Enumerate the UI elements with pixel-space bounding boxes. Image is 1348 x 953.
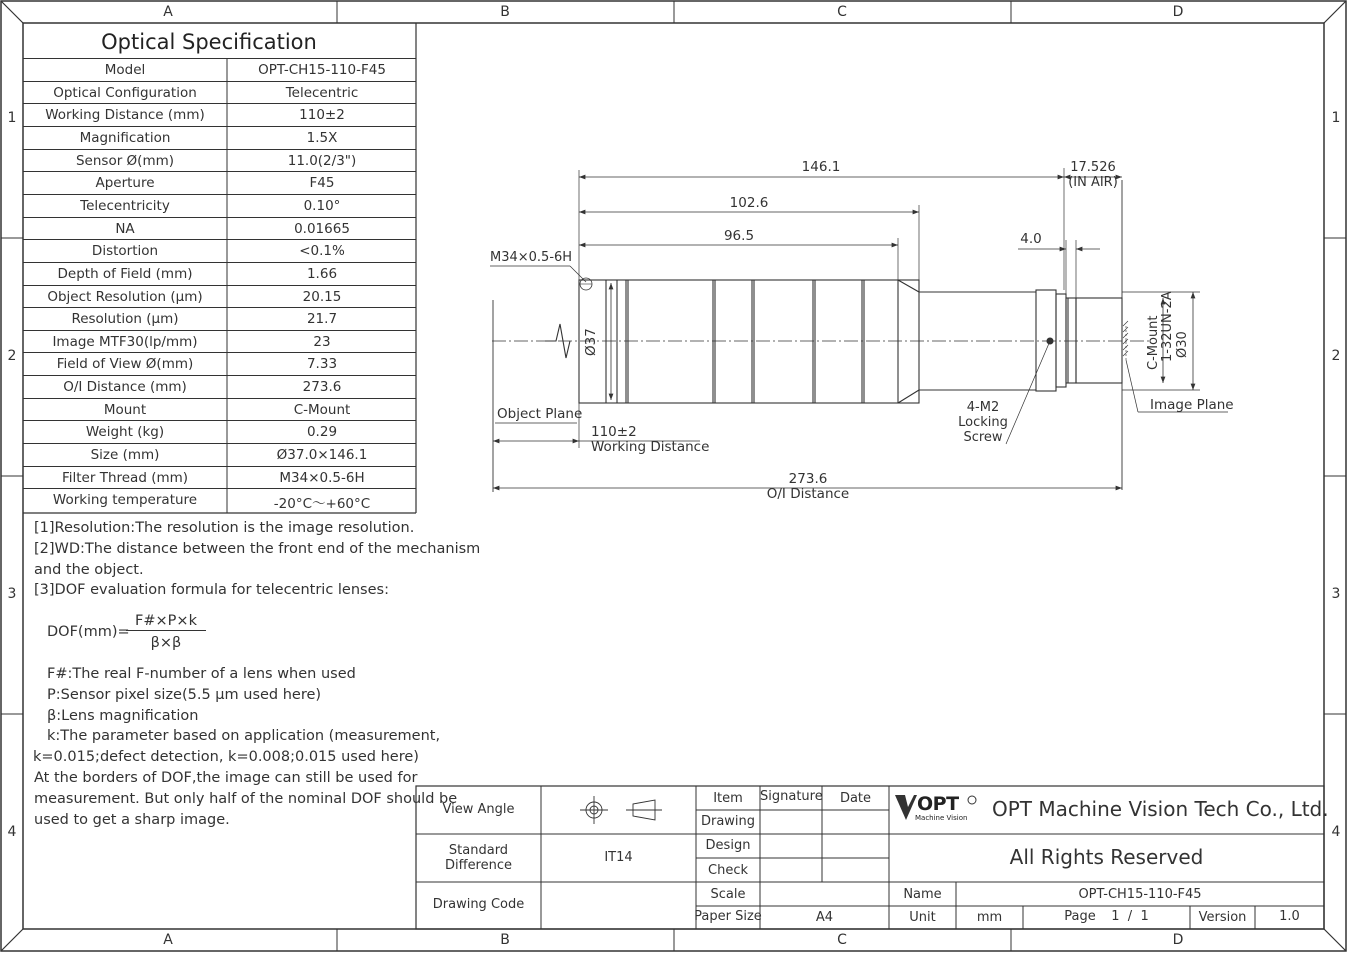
rights-text: All Rights Reserved [1009, 845, 1204, 869]
note-wd-line1: [2]WD:The distance between the front end of the mechanism [34, 540, 481, 557]
spec-row-value: 1.66 [306, 265, 338, 282]
signature-header: Signature [760, 789, 823, 804]
spec-row-value: 11.0(2/3") [287, 152, 357, 169]
spec-row-label: Size (mm) [90, 447, 160, 464]
dof-formula-numerator: F#×P×k [126, 613, 206, 631]
spec-row-label: Magnification [79, 129, 171, 146]
opt-logo-subtext: Machine Vision [915, 814, 968, 822]
spec-row-value: 20.15 [302, 288, 342, 305]
spec-row-value: F45 [309, 175, 335, 192]
dim-back-focal: 17.526 [1070, 160, 1116, 175]
zone-col-d-bottom: D [1172, 932, 1184, 948]
dim-overall-length: 146.1 [801, 159, 841, 175]
spec-row-value: 273.6 [302, 379, 342, 396]
zone-row-2-left: 2 [7, 348, 17, 364]
note-resolution: [1]Resolution:The resolution is the image resolution. [34, 520, 415, 536]
spec-row-label: Mount [103, 401, 147, 418]
dim-mount-diameter: Ø30 [1175, 331, 1190, 358]
spec-row-label: Field of View Ø(mm) [56, 356, 194, 373]
zone-col-c-bottom: C [837, 932, 847, 948]
note-wd-line2: and the object. [34, 561, 144, 578]
screw-label-line3: Screw [963, 430, 1003, 445]
note-k-line2: k=0.015;defect detection, k=0.008;0.015 used here) [33, 749, 419, 766]
zone-row-2-right: 2 [1331, 348, 1341, 364]
zone-col-a-top: A [163, 4, 173, 20]
spec-row-label: Distortion [91, 243, 159, 260]
dof-formula-denominator: β×β [150, 635, 182, 651]
note-k-line1: k:The parameter based on application (measurement, [47, 728, 441, 745]
spec-row-label: Depth of Field (mm) [57, 265, 193, 282]
zone-col-b-bottom: B [500, 932, 510, 948]
spec-row-label: Sensor Ø(mm) [75, 152, 175, 169]
spec-row-value: M34×0.5-6H [279, 469, 365, 486]
company-name: OPT Machine Vision Tech Co., Ltd. [992, 797, 1329, 821]
dim-barrel-diameter-text: Ø37 [583, 328, 599, 356]
spec-row-value: C-Mount [293, 401, 351, 418]
drawing-code-label: Drawing Code [432, 897, 525, 912]
standard-difference-line1: Standard [448, 843, 509, 858]
dim-barrel-length: 96.5 [723, 228, 755, 244]
note-fnumber: F#:The real F-number of a lens when used [47, 666, 356, 682]
zone-row-3-left: 3 [7, 586, 17, 602]
spec-row-value: -20°C～+60°C [273, 496, 371, 513]
design-row-label: Design [705, 838, 751, 853]
zone-col-b-top: B [500, 4, 510, 20]
spec-row-label: Telecentricity [80, 197, 170, 214]
spec-row-label: Optical Configuration [53, 84, 197, 101]
drawing-row-label: Drawing [700, 814, 756, 829]
note-dof: [3]DOF evaluation formula for telecentric lenses: [34, 582, 389, 599]
paper-size-label: Paper Size [694, 909, 762, 924]
note-pixel: P:Sensor pixel size(5.5 μm used here) [47, 686, 322, 703]
working-distance-value: 110±2 [591, 424, 637, 440]
zone-row-3-right: 3 [1331, 586, 1341, 602]
name-label: Name [903, 887, 942, 902]
cmount-label: C-Mount [1146, 315, 1161, 370]
standard-difference-line2: Difference [444, 858, 513, 873]
oi-distance-label: O/I Distance [766, 486, 850, 502]
opt-logo-text: OPT [917, 793, 959, 815]
page-value: 1 / 1 [1111, 909, 1149, 924]
spec-row-value: OPT-CH15-110-F45 [258, 62, 386, 78]
item-header: Item [713, 791, 743, 806]
paper-size-value: A4 [815, 910, 834, 925]
zone-row-4-left: 4 [7, 824, 17, 840]
standard-difference-label [416, 843, 541, 873]
dim-front-length: 102.6 [729, 195, 769, 211]
unit-value: mm [976, 910, 1003, 925]
spec-row-value: 21.7 [306, 311, 338, 328]
spec-title: Optical Specification [101, 30, 317, 54]
spec-row-value: 7.33 [306, 356, 338, 373]
screw-label-line1: 4-M2 [966, 400, 1000, 415]
zone-row-4-right: 4 [1331, 824, 1341, 840]
spec-row-value: <0.1% [299, 243, 345, 260]
oi-distance-value: 273.6 [788, 471, 828, 487]
spec-row-label: Weight (kg) [85, 424, 165, 441]
note-border-line3: used to get a sharp image. [34, 811, 230, 828]
name-value: OPT-CH15-110-F45 [1078, 887, 1202, 902]
spec-row-label: Working temperature [52, 492, 198, 509]
zone-col-c-top: C [837, 4, 847, 20]
page-label: Page [1064, 909, 1096, 924]
spec-row-value: 110±2 [299, 107, 345, 124]
standard-difference-value: IT14 [604, 850, 633, 865]
spec-row-value: Telecentric [285, 84, 359, 101]
dim-flange-width: 4.0 [1020, 231, 1042, 247]
spec-row-label: Filter Thread (mm) [61, 469, 189, 486]
spec-row-value: Ø37.0×146.1 [276, 447, 368, 464]
cmount-thread-label: 1-32UN-2A [1160, 291, 1175, 362]
date-header: Date [839, 791, 872, 806]
zone-col-d-top: D [1172, 4, 1184, 20]
working-distance-label: Working Distance [591, 439, 710, 455]
spec-row-value: 23 [313, 333, 331, 350]
spec-row-label: NA [115, 220, 135, 237]
check-row-label: Check [708, 863, 748, 878]
zone-row-1-right: 1 [1331, 110, 1341, 126]
note-beta: β:Lens magnification [47, 707, 199, 724]
projection-symbol-icon [580, 796, 662, 824]
object-plane-label: Object Plane [497, 406, 583, 422]
thread-label: M34×0.5-6H [490, 250, 573, 265]
spec-row-value: 1.5X [306, 129, 338, 146]
spec-row-label: Image MTF30(lp/mm) [52, 333, 198, 350]
spec-row-label: O/I Distance (mm) [63, 379, 187, 396]
spec-row-label: Object Resolution (μm) [47, 288, 203, 305]
zone-col-a-bottom: A [163, 932, 173, 948]
note-border-line2: measurement. But only half of the nominal DOF should be [34, 790, 458, 807]
spec-row-label: Resolution (μm) [71, 311, 179, 328]
version-label: Version [1198, 910, 1247, 925]
spec-row-value: 0.10° [303, 197, 341, 214]
spec-row-value: 0.01665 [294, 220, 350, 237]
spec-row-label: Working Distance (mm) [45, 107, 205, 124]
note-border-line1: At the borders of DOF,the image can still be used for [34, 769, 418, 786]
view-angle-label: View Angle [442, 802, 515, 817]
spec-row-label: Model [104, 62, 146, 78]
zone-row-1-left: 1 [7, 110, 17, 126]
unit-label: Unit [909, 910, 936, 925]
image-plane-label: Image Plane [1150, 397, 1234, 413]
screw-label-line2: Locking [958, 415, 1008, 430]
version-value: 1.0 [1279, 909, 1300, 924]
dof-formula-label: DOF(mm)= [47, 624, 130, 640]
spec-row-label: Aperture [95, 175, 155, 192]
spec-row-value: 0.29 [306, 424, 338, 441]
scale-label: Scale [710, 887, 746, 902]
dim-in-air-note: (IN AIR) [1068, 175, 1118, 190]
